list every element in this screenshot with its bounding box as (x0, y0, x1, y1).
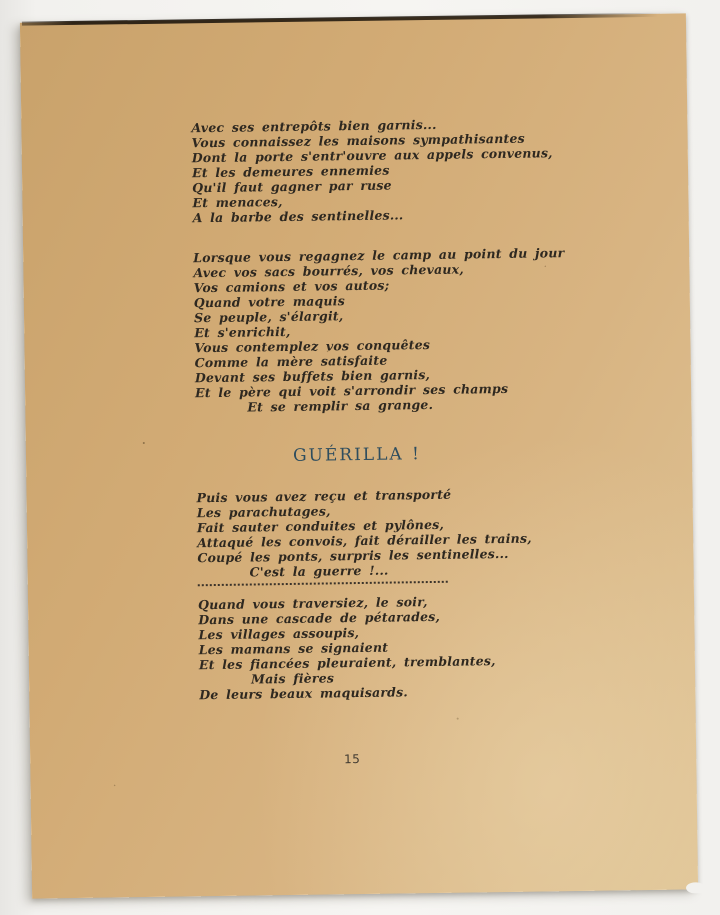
page-top-edge-shadow (22, 13, 658, 26)
poem-line: Les mamans se signaient (198, 639, 389, 658)
poem-line: Devant ses buffets bien garnis, (194, 367, 431, 386)
poem-text-block (191, 116, 565, 768)
poem-line: Et se remplir sa grange. (247, 396, 434, 415)
poem-line: Et le père qui voit s'arrondir ses champs (194, 380, 509, 401)
poem-line: Et les demeures ennemies (191, 162, 390, 181)
poem-line: Et s'enrichit, (194, 323, 291, 341)
poem-line: A la barbe des sentinelles... (192, 207, 404, 226)
poem-line: Quand vous traversiez, le soir, (197, 594, 428, 613)
stanza-4 (198, 593, 521, 702)
section-heading: GUÉRILLA ! (292, 444, 422, 466)
stanza-3 (196, 486, 532, 580)
poem-line: C'est la guerre !... (249, 562, 389, 580)
poem-line: Puis vous avez reçu et transporté (196, 486, 452, 506)
poem-line: Se peuple, s'élargit, (193, 308, 344, 326)
page-corner-chip (686, 882, 704, 893)
poem-line: Dans une cascade de pétarades, (198, 608, 441, 628)
poem-line: Dont la porte s'entr'ouvre aux appels convenus, (191, 145, 553, 166)
poem-line: Attaqué les convois, fait dérailler les trains, (197, 530, 532, 551)
poem-line: Et menaces, (192, 194, 283, 211)
poem-line: Avec ses entrepôts bien garnis... (191, 116, 437, 136)
poem-line: Fait sauter conduites et pylônes, (196, 516, 445, 536)
poem-line: Les parachutages, (196, 503, 331, 521)
poem-line: Et les fiancées pleuraient, tremblantes, (198, 653, 496, 673)
poem-line: Lorsque vous regagnez le camp au point du jour (193, 245, 565, 266)
poem-line: Comme la mère satisfaite (194, 352, 388, 371)
poem-line: Avec vos sacs bourrés, vos chevaux, (193, 261, 464, 281)
poem-line: Vous connaissez les maisons sympathisantes (191, 130, 525, 151)
page-number: 15 (343, 752, 361, 767)
poem-line: Les villages assoupis, (198, 625, 360, 643)
dotted-separator (198, 579, 448, 586)
stanza-1 (191, 116, 553, 226)
poem-line: Quand votre maquis (193, 293, 345, 311)
poem-line: Coupé les ponts, surpris les sentinelles... (197, 545, 509, 566)
poem-line: Vos camions et vos autos; (193, 277, 390, 296)
poem-line: Vous contemplez vos conquêtes (194, 336, 431, 356)
book-page (20, 13, 698, 898)
poem-line: Mais fières (250, 670, 335, 687)
stanza-2 (193, 245, 565, 415)
poem-line: De leurs beaux maquisards. (199, 684, 408, 703)
poem-line: Qu'il faut gagner par ruse (192, 177, 392, 196)
